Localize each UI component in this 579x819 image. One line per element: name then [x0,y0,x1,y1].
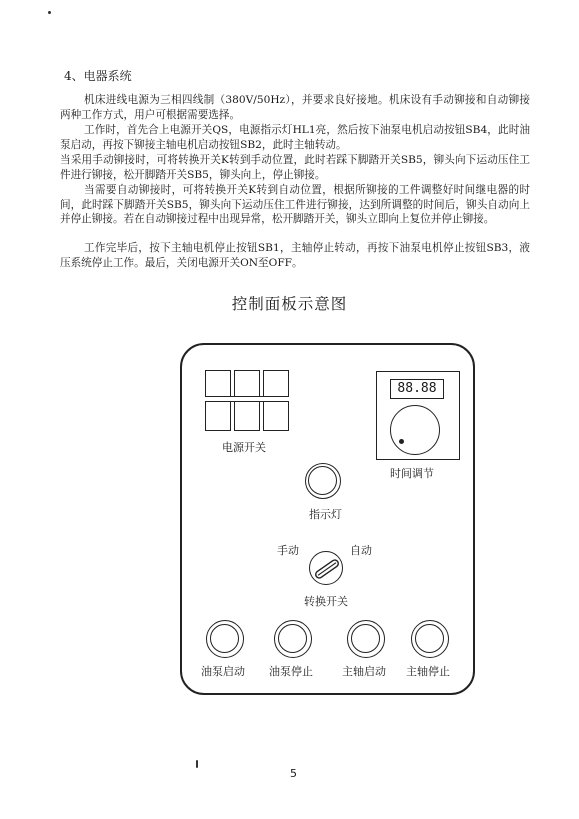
mode-switch-label: 转换开关 [304,595,348,608]
spindle-stop-label: 主轴停止 [406,665,450,678]
oil-pump-start-button[interactable] [206,620,244,658]
mode-selector-switch[interactable] [309,551,343,585]
scan-speck [48,11,51,14]
paragraph-auto-riveting: 当需要自动铆接时，可将转换开关K转到自动位置，根据所铆接的工件调整好时间继电器的时间，此时踩下脚踏开关SB5，铆头向下运动压住工件进行铆接，达到所调整的时间后，铆头自动向上并停止铆接。若在自动铆接过程中出现异常，松开脚踏开关，铆头立即向上复位并停止铆接。 [60,184,530,226]
selector-knob-icon [310,552,344,586]
spindle-stop-button[interactable] [411,620,449,658]
timer-display: 88.88 [390,379,444,399]
diagram-title: 控制面板示意图 [231,295,348,313]
paragraph-manual-riveting: 当采用手动铆接时，可将转换开关K转到手动位置，此时若踩下脚踏开关SB5，铆头向下运动压住工件进行铆接，松开脚踏开关SB5，铆头向上，停止铆接。 [60,154,530,181]
oil-pump-stop-label: 油泵停止 [269,665,313,678]
power-switch[interactable] [205,370,289,431]
page-number: 5 [290,767,297,780]
spindle-start-button[interactable] [347,620,385,658]
timer-knob[interactable] [390,405,440,455]
paragraph-shutdown: 工作完毕后，按下主轴电机停止按钮SB1，主轴停止转动，再按下油泵电机停止按钮SB3，液压系统停止工作。最后，关闭电源开关ON至OFF。 [60,242,530,269]
mode-manual-label: 手动 [277,544,299,557]
paragraph-power-supply: 机床进线电源为三相四线制（380V/50Hz），并要求良好接地。机床设有手动铆接和自动铆接两种工作方式，用户可根据需要选择。 [60,94,530,121]
oil-pump-stop-button[interactable] [274,620,312,658]
indicator-lamp [305,463,341,499]
paragraph-startup: 工作时，首先合上电源开关QS，电源指示灯HL1亮，然后按下油泵电机启动按钮SB4，此时油泵启动，再按下铆接主轴电机启动按钮SB2，此时主轴转动。 [60,124,530,151]
indicator-label: 指示灯 [309,508,342,521]
mode-auto-label: 自动 [350,544,372,557]
section-heading: 4、电器系统 [64,69,132,83]
timer-label: 时间调节 [390,467,434,480]
oil-pump-start-label: 油泵启动 [201,665,245,678]
spindle-start-label: 主轴启动 [342,665,386,678]
scan-speck [196,760,198,768]
power-switch-label: 电源开关 [222,441,266,454]
